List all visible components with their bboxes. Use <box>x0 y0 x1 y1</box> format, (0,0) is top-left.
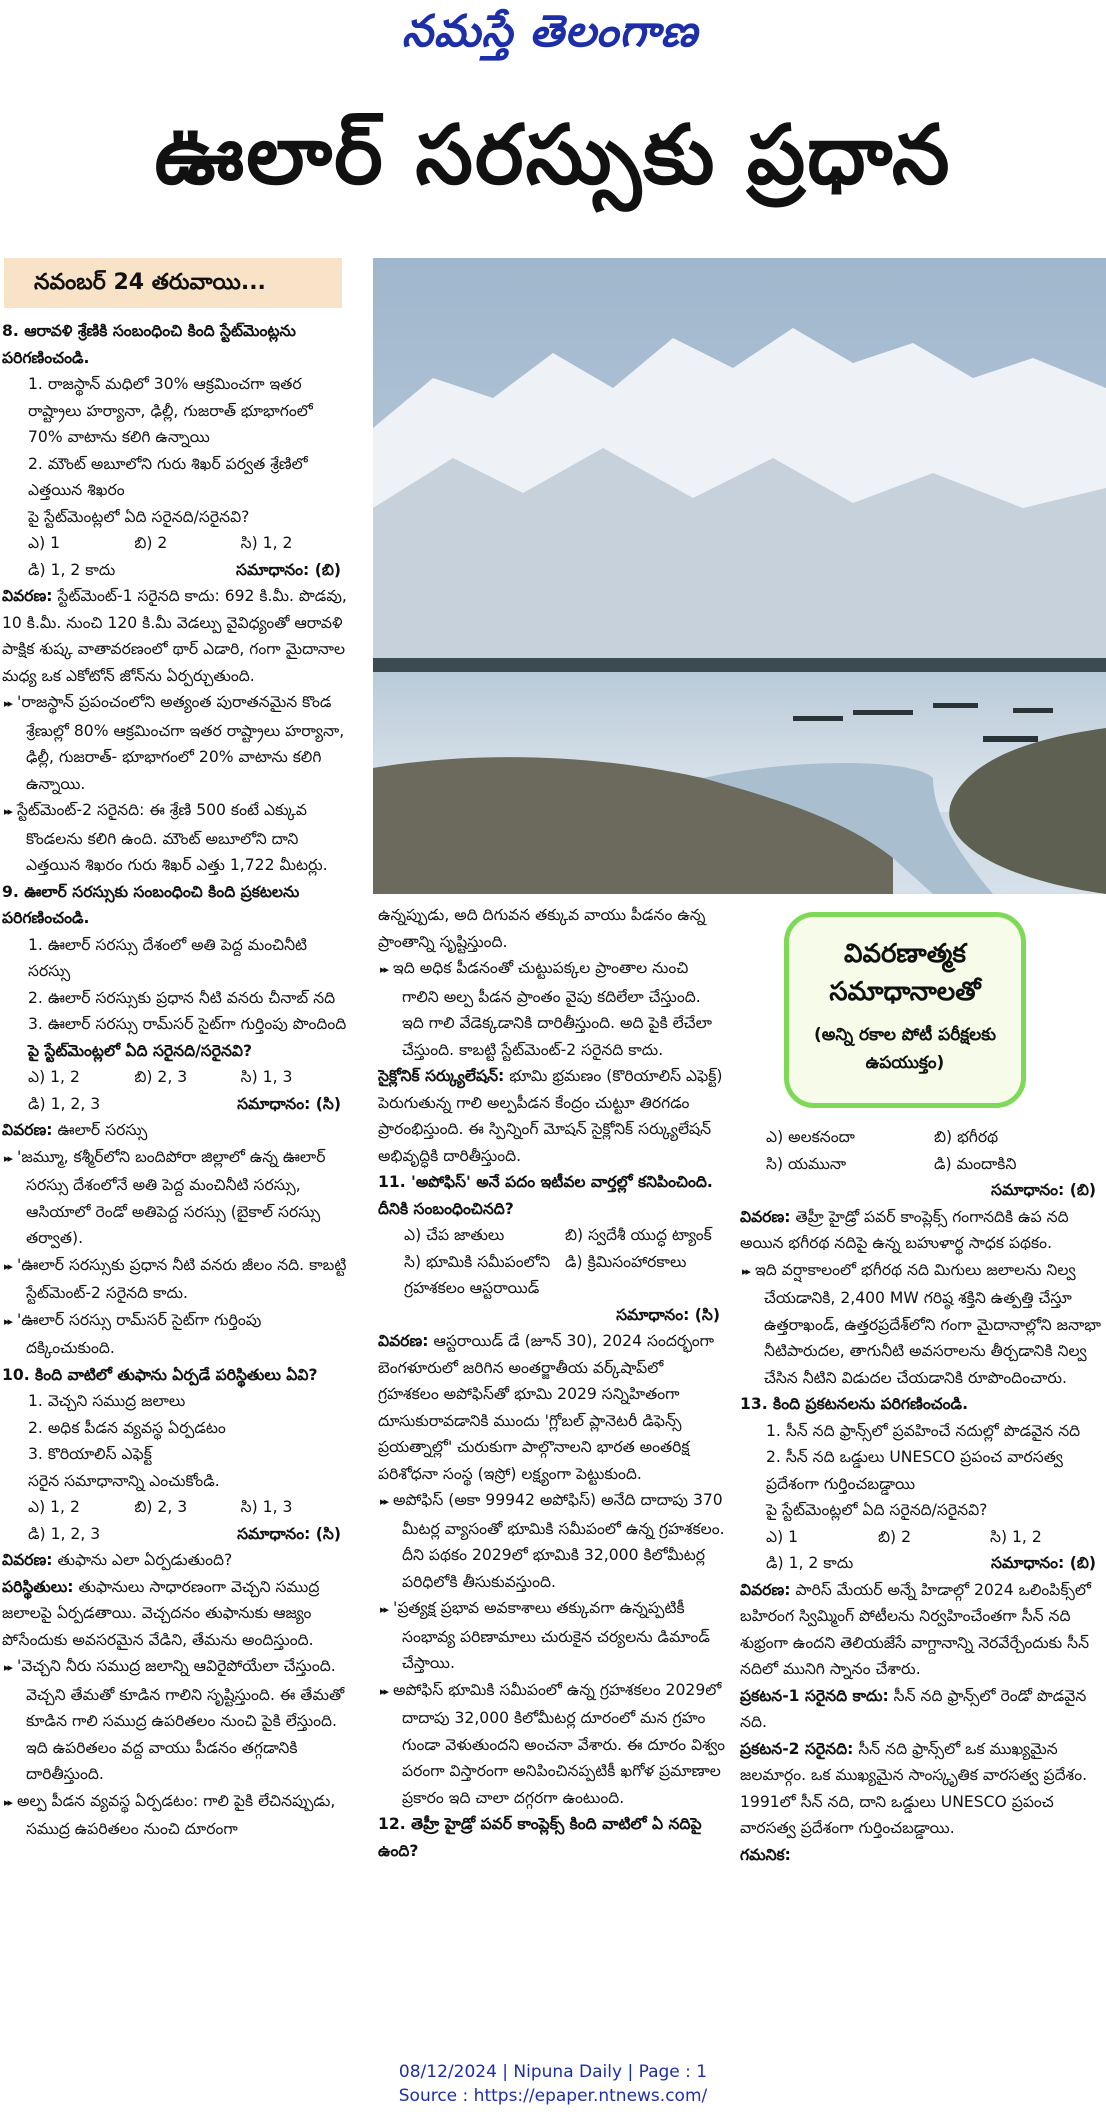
q8-statement-2: 2. మౌంట్ అబూలోని గురు శిఖర్ పర్వత శ్రేణిలో ఎత్తయిన శిఖరం <box>28 454 308 499</box>
q12-option-d: డి) మందాకిని <box>934 1154 1017 1173</box>
q13-options-row-1 <box>740 1524 1102 1551</box>
q10-exp0-text: తుఫాను ఎలా ఏర్పడుతుంది? <box>57 1551 233 1569</box>
q10-options-row-2 <box>2 1521 347 1548</box>
q9-statement-2: 2. ఊలార్ సరస్సుకు ప్రధాన నీటి వనరు చీనాబ్ నది <box>28 988 336 1007</box>
question-10: 10. కింది వాటిలో తుఫాను ఏర్పడే పరిస్థితులు ఏవి? <box>2 1365 318 1384</box>
q9-option-d: డి) 1, 2, 3 <box>28 1094 101 1113</box>
q8-exp1-text: స్టేట్‌మెంట్-1 సరైనది కాదు: 692 కి.మీ. పొడవు, 10 కి.మీ. నుంచి 120 కి.మీ వెడల్పు వైవిధ్యంతో ఆరావళి పాక్షిక శుష్క వాతావరణంలో థార్ ఎడారి, గంగా మైదానాల మధ్య ఒక ఎకోటోన్ జోన్‌ను ఏర్పర్చుతుంది. <box>2 587 347 685</box>
q8-option-c: సి) 1, 2 <box>240 534 293 552</box>
q10-statement-1: 1. వెచ్చని సముద్ర జలాలు <box>28 1392 186 1410</box>
statement-1-text: సీన్ నది ఫ్రాన్స్‌లో రెండో పొడవైన నది. <box>740 1686 1087 1731</box>
q8-option-d: డి) 1, 2 కాదు <box>28 560 116 579</box>
statement-2-verdict <box>740 1736 1102 1842</box>
q10-option-d: డి) 1, 2, 3 <box>28 1524 101 1543</box>
explanatory-answers-box <box>784 912 1026 1108</box>
q9-exp0-text: ఊలార్ సరస్సు <box>57 1121 148 1139</box>
q8-explanation-2: ▸▸ 'రాజస్థాన్ ప్రపంచంలోని అత్యంత పురాతనమైన కొండ శ్రేణుల్లో 80% ఆక్రమించగా ఇతర రాష్ట్రాలు హర్యానా, ఢిల్లీ, గుజరాత్- భూభాగంలో 20% వాటాను కలిగి ఉన్నాయి. <box>2 689 347 797</box>
q11-options-row-1 <box>378 1222 726 1249</box>
question-12: 12. తెహ్రీ హైడ్రో పవర్ కాంప్లెక్స్ కింది వాటిలో ఏ నదిపై ఉంది? <box>378 1815 702 1860</box>
q11-answer-row <box>378 1302 726 1329</box>
column-1 <box>2 318 347 2034</box>
q10-options-row-1 <box>2 1494 347 1521</box>
explanation-label: వివరణ: <box>378 1332 429 1350</box>
lake-photo <box>373 258 1106 894</box>
q12-option-c: సి) యమునా <box>766 1154 847 1173</box>
q8-explanation-3: ▸▸ స్టేట్‌మెంట్-2 సరైనది: ఈ శ్రేణి 500 కంటే ఎక్కువ కొండలను కలిగి ఉంది. మౌంట్ అబూలోని దాని ఎత్తయిన శిఖరం గురు శిఖర్ ఎత్తు 1,722 మీటర్లు. <box>2 797 347 879</box>
q12-option-b: బి) భగీరథ <box>934 1128 999 1146</box>
column-2 <box>378 902 726 2034</box>
question-9: 9. ఊలార్ సరస్సుకు సంబంధించి కింది ప్రకటలను పరిగణించండి. <box>2 882 300 927</box>
col3-paragraph-2: ▸▸ ఇది వర్షాకాలంలో భగీరథ నది మిగులు జలాలను నిల్వ చేయడానికి, 2,400 MW గరిష్ఠ శక్తిని ఉత్పత్తి చేస్తూ ఉత్తరాఖండ్, ఉత్తరప్రదేశ్‌లోని గంగా మైదానాల్లోని జనాభా నీటిపారుదల, తాగునీటి అవసరాలను తీర్చడానికి నిల్వ చేసిన నీటిని విడుదల చేయడానికి రూపొందించారు. <box>740 1257 1102 1392</box>
q12-options-row-2 <box>740 1151 1102 1178</box>
q12-options-row-1 <box>740 1124 1102 1151</box>
cyclonic-text: భూమి భ్రమణం (కొరియాలిస్ ఎఫెక్ట్) పెరుగుతున్న గాలి అల్పపీడన కేంద్రం చుట్టూ తిరగడం ప్రారంభిస్తుంది. ఈ స్పిన్నింగ్ మోషన్ సైక్లోనిక్ సర్క్యులేషన్ అభివృద్ధికి దారితీస్తుంది. <box>378 1067 723 1165</box>
page-footer <box>0 2060 1106 2108</box>
explanation-label: వివరణ: <box>2 1551 53 1569</box>
q13-statement-1: 1. సీన్ నది ఫ్రాన్స్‌లో ప్రవహించే నదుల్లో పొడవైన నది <box>766 1421 1081 1440</box>
conditions-label: పరిస్థితులు: <box>2 1577 74 1596</box>
q10-ask: సరైన సమాధానాన్ని ఎంచుకోండి. <box>28 1471 220 1490</box>
q8-statement-1: 1. రాజస్థాన్ మధిలో 30% ఆక్రమించగా ఇతర రాష్ట్రాలు హర్యానా, ఢిల్లీ, గుజరాత్ భూభాగంలో 70% వాటాను కలిగి ఉన్నాయి <box>28 375 313 446</box>
q13-statement-2: 2. సీన్ నది ఒడ్డులు UNESCO ప్రపంచ వారసత్వ ప్రదేశంగా గుర్తించబడ్డాయి <box>766 1448 1063 1493</box>
q11-option-a: ఎ) చేప జాతులు <box>404 1226 505 1244</box>
q13-option-d: డి) 1, 2 కాదు <box>766 1554 854 1572</box>
q13-option-a: ఎ) 1 <box>766 1527 799 1546</box>
col2-paragraph-0: ఉన్నప్పుడు, అది దిగువన తక్కువ వాయు పీడనం ఉన్న ప్రాంతాన్ని సృష్టిస్తుంది. <box>378 906 706 951</box>
q10-option-b: బి) 2, 3 <box>134 1498 188 1516</box>
masthead-logo: నమస్తే తెలంగాణ <box>401 6 699 57</box>
col2-paragraph-1: ▸▸ ఇది అధిక పీడనంతో చుట్టుపక్కల ప్రాంతాల నుంచి గాలిని అల్ప పీడన ప్రాంతం వైపు కదిలేలా చేస్తుంది. ఇది గాలి వేడెక్కడానికి దారితీస్తుంది. అది పైకి లేచేలా చేస్తుంది. కాబట్టి స్టేట్‌మెంట్-2 సరైనది కాదు. <box>378 955 726 1063</box>
q9-options-row-1 <box>2 1064 347 1091</box>
q9-statement-3: 3. ఊలార్ సరస్సు రామ్‌సర్ సైట్‌గా గుర్తింపు పొందింది <box>28 1015 347 1033</box>
q11-exp-text: ఆస్టరాయిడ్ డే (జూన్ 30), 2024 సందర్భంగా బెంగళూరులో జరిగిన అంతర్జాతీయ వర్క్‌షాప్‌లో గ్రహశకలం అపోఫిస్‌తో భూమి 2029 సన్నిహితంగా దూసుకురావడానికి ముందు 'గ్లోబల్ ప్లానెటరీ డిఫెన్స్ ప్రయత్నాల్లో' చురుకుగా పాల్గొనాలని భారత అంతరిక్ష పరిశోధనా సంస్థ (ఇస్రో) లక్ష్యంగా పెట్టుకుంది. <box>378 1332 715 1483</box>
q10-explanation-0 <box>2 1547 347 1574</box>
q8-option-b: బి) 2 <box>134 534 168 552</box>
q8-options-row-2 <box>2 557 347 584</box>
q10-explanation-2: ▸▸ 'వెచ్చని నీరు సముద్ర జలాన్ని ఆవిరైపోయేలా చేస్తుంది. వెచ్చని తేమతో కూడిన గాలిని సృష్టిస్తుంది. ఈ తేమతో కూడిన గాలి సముద్ర ఉపరితలం నుంచి పైకి లేస్తుంది. ఇది ఉపరితలం వద్ద వాయు పీడనం తగ్గడానికి దారితీస్తుంది. <box>2 1653 347 1788</box>
q9-answer: సమాధానం: (సి) <box>237 1094 341 1113</box>
q13-option-c: సి) 1, 2 <box>990 1527 1042 1546</box>
q12-answer: సమాధానం: (బి) <box>991 1181 1096 1199</box>
question-11: 11. 'అపోఫిస్' అనే పదం ఇటీవల వార్తల్లో కనిపించింది. దీనికి సంబంధించినది? <box>378 1173 713 1218</box>
q10-statement-3: 3. కొరియాలిస్ ఎఫెక్ట్ <box>28 1445 152 1463</box>
box-line-1: వివరణాత్మక <box>844 939 966 969</box>
q8-options-row-1 <box>2 530 347 557</box>
cyclonic-paragraph <box>378 1063 726 1169</box>
explanation-label: వివరణ: <box>2 587 53 605</box>
q13-options-row-2 <box>740 1550 1102 1577</box>
column-3 <box>740 1124 1102 2034</box>
q12-option-a: ఎ) అలకనందా <box>766 1128 855 1146</box>
question-13: 13. కింది ప్రకటనలను పరిగణించండి. <box>740 1395 969 1413</box>
q11-explanation <box>378 1328 726 1487</box>
box-line-2: సమాధానాలతో <box>829 977 981 1007</box>
q9-explanation-1: ▸▸ 'జమ్మూ, కశ్మీర్‌లోని బందిపోరా జిల్లాలో ఉన్న ఊలార్ సరస్సు దేశంలోనే అతి పెద్ద మంచినీటి సరస్సు, ఆసియాలో రెండో అతిపెద్ద సరస్సు (బైకాల్ సరస్సు తర్వాత). <box>2 1144 347 1252</box>
q9-explanation-0 <box>2 1117 347 1144</box>
q10-explanation-3: ▸▸ అల్ప పీడన వ్యవస్థ ఏర్పడటం: గాలి పైకి లేచినప్పుడు, సముద్ర ఉపరితలం నుంచి దూరంగా <box>2 1788 347 1843</box>
statement-1-verdict <box>740 1683 1102 1736</box>
cyclonic-label: సైక్లోనిక్ సర్క్యులేషన్: <box>378 1067 505 1085</box>
q13-option-b: బి) 2 <box>878 1527 911 1546</box>
q10-answer: సమాధానం: (సి) <box>237 1524 341 1543</box>
q9-option-a: ఎ) 1, 2 <box>28 1068 80 1086</box>
q9-explanation-2: ▸▸ 'ఊలార్ సరస్సుకు ప్రధాన నీటి వనరు జీలం నది. కాబట్టి స్టేట్‌మెంట్-2 సరైనది కాదు. <box>2 1252 347 1307</box>
q10-option-c: సి) 1, 3 <box>240 1498 293 1516</box>
headline: ఊలార్ సరస్సుకు ప్రధాన <box>154 108 952 203</box>
q10-statement-2: 2. అధిక పీడన వ్యవస్థ ఏర్పడటం <box>28 1418 226 1437</box>
statement-1-label: ప్రకటన-1 సరైనది కాదు: <box>740 1686 889 1705</box>
q9-options-row-2 <box>2 1091 347 1118</box>
q10-explanation-1 <box>2 1574 347 1654</box>
col2-paragraph-5: ▸▸ 'ప్రత్యక్ష ప్రభావ అవకాశాలు తక్కువగా ఉన్నప్పటికీ సంభావ్య పరిణామాలు చురుకైన చర్యలను డిమాండ్ చేస్తాయి. <box>378 1595 726 1677</box>
q12-answer-row <box>740 1177 1102 1204</box>
question-8: 8. ఆరావళి శ్రేణికి సంబంధించి కింది స్టేట్‌మెంట్లను పరిగణించండి. <box>2 322 296 367</box>
q12-exp-text: తెహ్రీ హైడ్రో పవర్ కాంప్లెక్స్ గంగానదికి ఉప నది అయిన భగీరథ నదిపై ఉన్న బహుళార్థ సాధక పథకం. <box>740 1207 1069 1252</box>
q8-option-a: ఎ) 1 <box>28 534 61 552</box>
q11-option-d: డి) క్రిమిసంహారకాలు <box>565 1252 687 1271</box>
statement-2-text: సీన్ నది ఫ్రాన్స్‌లో ఒక ముఖ్యమైన జలమార్గం. ఒక ముఖ్యమైన సాంస్కృతిక వారసత్వ ప్రదేశం. 1991లో సీన్ నది, దాని ఒడ్డులు UNESCO ప్రపంచ వారసత్వ ప్రదేశంగా గుర్తించబడ్డాయి. <box>740 1739 1088 1837</box>
q13-exp-text: పారిస్ మేయర్ అన్నే హిడాల్గో 2024 ఒలింపిక్స్‌లో బహిరంగ స్విమ్మింగ్ పోటీలను నిర్వహించేంతగా సీన్ నది శుభ్రంగా ఉందని తెలియజేసే వాగ్దానాన్ని నెరవేర్చేందుకు సీన్ నదిలో మునిగి స్నానం చేశారు. <box>740 1580 1091 1678</box>
q10-option-a: ఎ) 1, 2 <box>28 1498 80 1516</box>
statement-2-label: ప్రకటన-2 సరైనది: <box>740 1739 854 1758</box>
footer-date-line: 08/12/2024 | Nipuna Daily | Page : 1 <box>398 2062 708 2082</box>
box-line-3: (అన్ని రకాల పోటీ పరీక్షలకు ఉపయుక్తం) <box>813 1025 996 1073</box>
q12-explanation <box>740 1204 1102 1257</box>
q13-ask: పై స్టేట్‌మెంట్లలో ఏది సరైనది/సరైనవి? <box>766 1501 988 1519</box>
footer-source-link[interactable]: Source : https://epaper.ntnews.com/ <box>398 2086 708 2106</box>
q8-ask: పై స్టేట్‌మెంట్లలో ఏది సరైనది/సరైనవి? <box>28 507 250 526</box>
col2-paragraph-6: ▸▸ అపోఫిస్ భూమికి సమీపంలో ఉన్న గ్రహశకలం 2029లో దాదాపు 32,000 కిలోమీటర్ల దూరంలో మన గ్రహం గుండా వెళుతుందని అంచనా వేశారు. ఈ దూరం విశ్వం పరంగా విస్తారంగా అనిపించినప్పటికీ ఖగోళ ప్రమాణాల ప్రకారం ఇది చాలా దగ్గరగా ఉంటుంది. <box>378 1677 726 1812</box>
q13-answer: సమాధానం: (బి) <box>991 1554 1096 1572</box>
q8-explanation-1 <box>2 583 347 689</box>
q9-statement-1: 1. ఊలార్ సరస్సు దేశంలో అతి పెద్ద మంచినీటి సరస్సు <box>28 935 308 980</box>
continued-kicker: నవంబర్ 24 తరువాయి... <box>4 258 342 308</box>
explanation-label: వివరణ: <box>2 1121 53 1139</box>
col2-paragraph-4: ▸▸ అపోఫిస్ (అకా 99942 అపోఫిస్) అనేది దాదాపు 370 మీటర్ల వ్యాసంతో భూమికి సమీపంలో ఉన్న గ్రహశకలం. దీని పథకం 2029లో భూమికి 32,000 కిలోమీటర్ల పరిధిలోకి తీసుకువస్తుంది. <box>378 1487 726 1595</box>
q9-explanation-3: ▸▸ 'ఊలార్ సరస్సు రామ్‌సర్ సైట్‌గా గుర్తింపు దక్కించుకుంది. <box>2 1307 347 1362</box>
q11-option-b: బి) స్వదేశీ యుద్ధ ట్యాంక్ <box>565 1226 712 1244</box>
q10-exp1-text: తుఫానులు సాధారణంగా వెచ్చని సముద్ర జలాలపై ఏర్పడతాయి. వెచ్చదనం తుఫానుకు ఆజ్యం పోసేందుకు అవసరమైన వేడిని, తేమను అందిస్తుంది. <box>2 1577 320 1649</box>
q9-ask: పై స్టేట్‌మెంట్లలో ఏది సరైనది/సరైనవి? <box>28 1041 253 1060</box>
q9-option-c: సి) 1, 3 <box>240 1068 293 1086</box>
explanation-label: వివరణ: <box>740 1580 791 1599</box>
q11-option-c: సి) భూమికి సమీపంలోని గ్రహశకలం ఆస్టరాయిడ్ <box>404 1252 551 1297</box>
explanation-label: వివరణ: <box>740 1207 791 1226</box>
q11-answer: సమాధానం: (సి) <box>616 1305 720 1324</box>
q13-explanation <box>740 1577 1102 1683</box>
q9-option-b: బి) 2, 3 <box>134 1068 188 1086</box>
q11-options-row-2 <box>378 1249 726 1302</box>
note-label: గమనిక: <box>740 1845 791 1864</box>
q8-answer: సమాధానం: (బి) <box>236 560 341 579</box>
